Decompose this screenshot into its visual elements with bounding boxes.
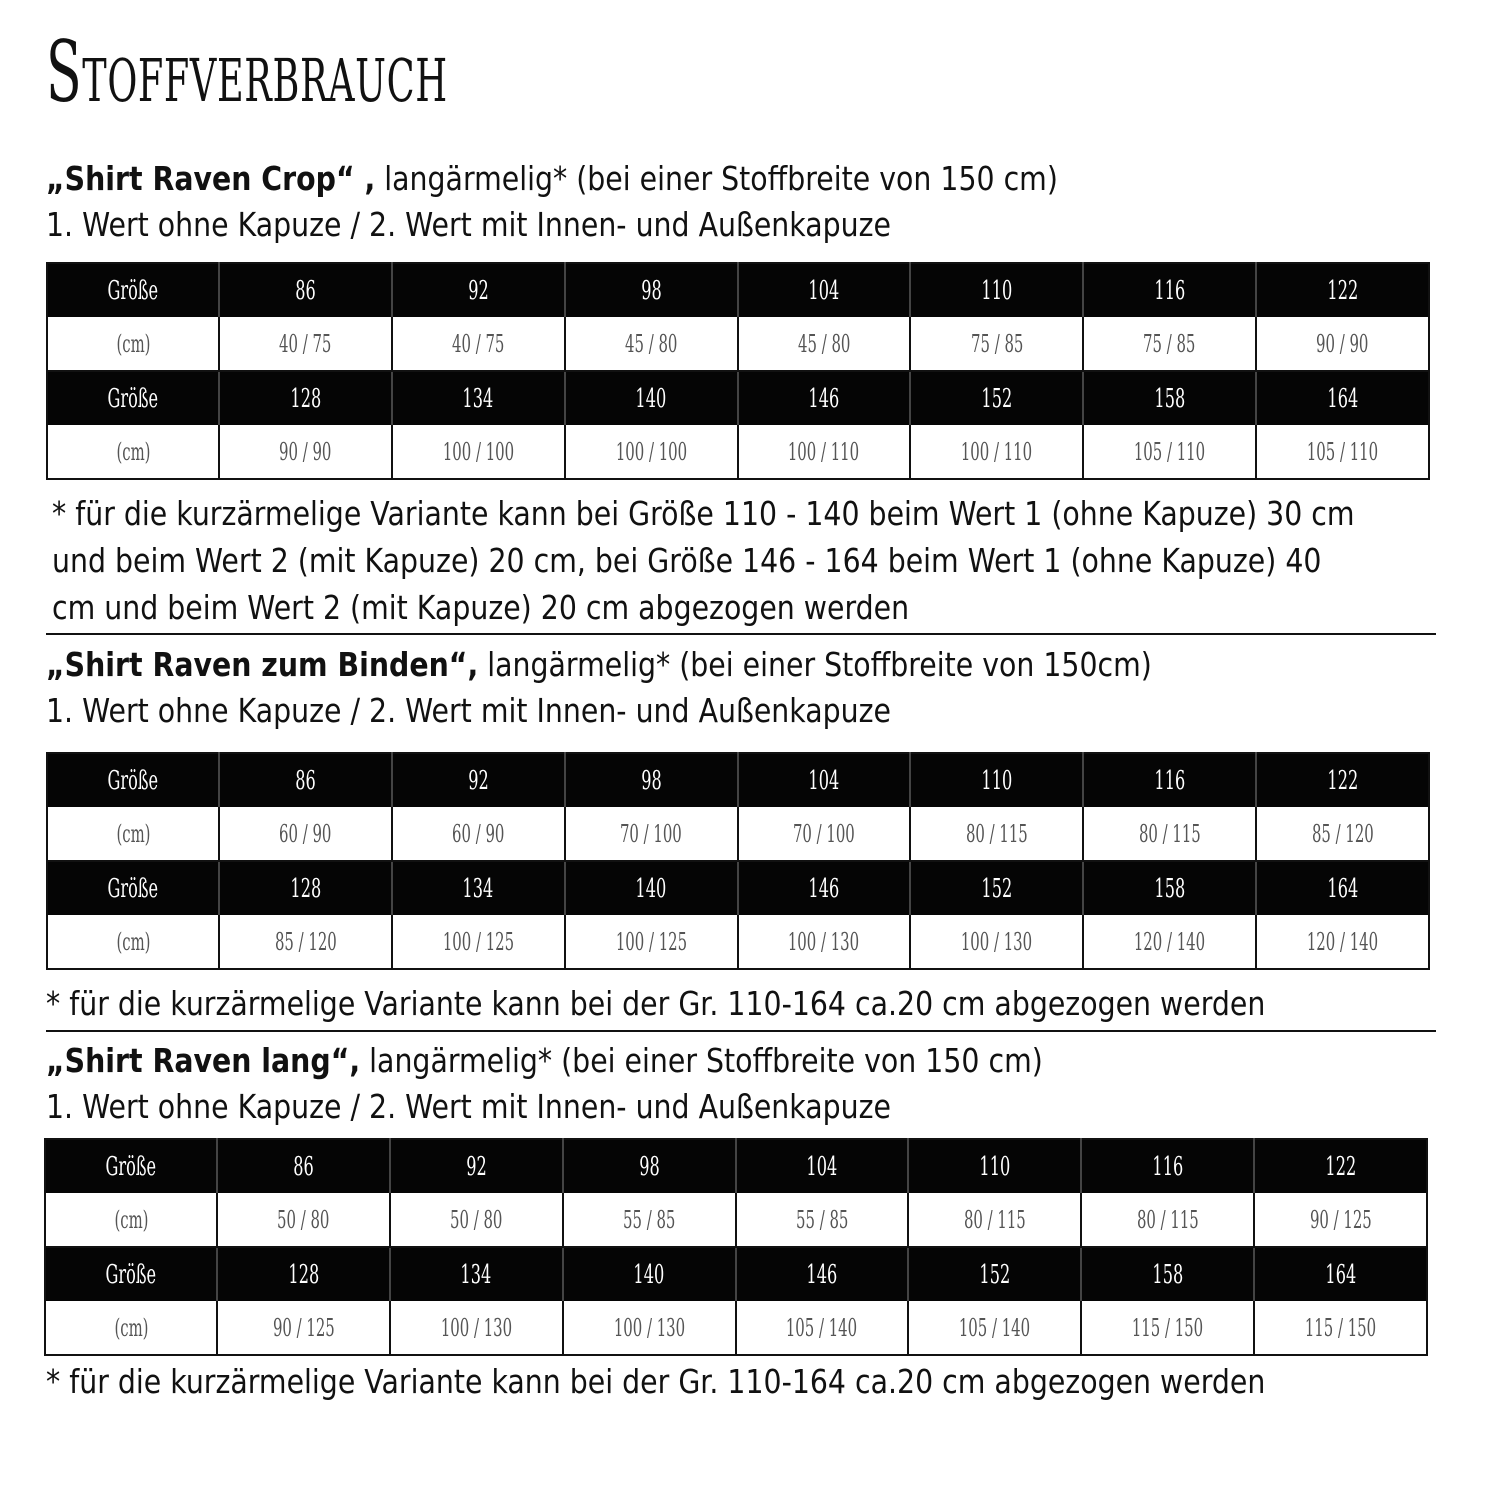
table-cell-size: 86 bbox=[219, 263, 392, 317]
fabric-table bbox=[44, 1138, 1428, 1356]
table-cell-size: 164 bbox=[1256, 371, 1429, 425]
table-row-sizes bbox=[45, 1247, 1427, 1301]
footnote bbox=[46, 980, 1436, 1027]
section-heading-product: „Shirt Raven zum Binden“, bbox=[46, 645, 479, 684]
table-cell-size: 98 bbox=[565, 263, 738, 317]
section-heading-product: „Shirt Raven lang“, bbox=[46, 1041, 361, 1080]
table-cell-size: 86 bbox=[219, 753, 392, 807]
table-row-sizes bbox=[45, 1139, 1427, 1193]
row-label-size: Größe bbox=[45, 1247, 217, 1301]
table-cell-value: 90 / 90 bbox=[219, 425, 392, 479]
table-cell-size: 122 bbox=[1254, 1139, 1427, 1193]
footnote-line: * für die kurzärmelige Variante kann bei Größe 110 - 140 beim Wert 1 (ohne Kapuze) 30 cm bbox=[52, 494, 1355, 533]
table-cell-value: 80 / 115 bbox=[908, 1193, 1081, 1247]
footnote bbox=[52, 490, 1442, 631]
fabric-table bbox=[46, 752, 1430, 970]
table-cell-size: 116 bbox=[1083, 263, 1256, 317]
table-cell-size: 92 bbox=[392, 753, 565, 807]
table-cell-size: 146 bbox=[738, 371, 911, 425]
table-cell-value: 85 / 120 bbox=[1256, 807, 1429, 861]
table-cell-size: 146 bbox=[736, 1247, 909, 1301]
table-cell-value: 70 / 100 bbox=[738, 807, 911, 861]
fabric-table bbox=[46, 262, 1430, 480]
row-label-size: Größe bbox=[45, 1139, 217, 1193]
row-label-cm: (cm) bbox=[47, 807, 219, 861]
row-label-cm: (cm) bbox=[47, 317, 219, 371]
table-row-sizes bbox=[47, 263, 1429, 317]
table-cell-value: 120 / 140 bbox=[1256, 915, 1429, 969]
table-cell-size: 152 bbox=[910, 861, 1083, 915]
section-subline: 1. Wert ohne Kapuze / 2. Wert mit Innen- und Außenkapuze bbox=[46, 1087, 891, 1126]
section-shirt-raven-lang bbox=[46, 1038, 1436, 1418]
table-cell-value: 100 / 100 bbox=[565, 425, 738, 479]
section-heading-description: langärmelig* (bei einer Stoffbreite von 150cm) bbox=[478, 645, 1152, 684]
page-title: Stoffverbrauch bbox=[46, 23, 448, 121]
table-cell-size: 104 bbox=[736, 1139, 909, 1193]
section-heading-description: langärmelig* (bei einer Stoffbreite von 150 cm) bbox=[360, 1041, 1043, 1080]
footnote-line: und beim Wert 2 (mit Kapuze) 20 cm, bei Größe 146 - 164 beim Wert 1 (ohne Kapuze) 40 bbox=[52, 541, 1322, 580]
table-cell-value: 105 / 140 bbox=[908, 1301, 1081, 1355]
table-cell-value: 50 / 80 bbox=[390, 1193, 563, 1247]
table-cell-size: 134 bbox=[392, 861, 565, 915]
table-cell-size: 158 bbox=[1081, 1247, 1254, 1301]
table-cell-value: 45 / 80 bbox=[738, 317, 911, 371]
table-cell-size: 140 bbox=[563, 1247, 736, 1301]
table-cell-value: 85 / 120 bbox=[219, 915, 392, 969]
table-cell-size: 152 bbox=[908, 1247, 1081, 1301]
row-label-size: Größe bbox=[47, 753, 219, 807]
table-row-sizes bbox=[47, 861, 1429, 915]
table-row-values bbox=[47, 915, 1429, 969]
table-cell-value: 80 / 115 bbox=[910, 807, 1083, 861]
table-cell-size: 116 bbox=[1083, 753, 1256, 807]
table-cell-value: 120 / 140 bbox=[1083, 915, 1256, 969]
section-shirt-raven-zum-binden bbox=[46, 642, 1436, 1022]
table-cell-value: 105 / 140 bbox=[736, 1301, 909, 1355]
footnote-line: cm und beim Wert 2 (mit Kapuze) 20 cm abgezogen werden bbox=[52, 588, 910, 627]
table-cell-size: 122 bbox=[1256, 753, 1429, 807]
section-divider bbox=[46, 1030, 1436, 1032]
table-cell-size: 152 bbox=[910, 371, 1083, 425]
table-cell-size: 92 bbox=[390, 1139, 563, 1193]
table-cell-value: 60 / 90 bbox=[392, 807, 565, 861]
table-row-sizes bbox=[47, 753, 1429, 807]
section-heading bbox=[46, 642, 1241, 688]
table-cell-size: 116 bbox=[1081, 1139, 1254, 1193]
table-cell-size: 134 bbox=[390, 1247, 563, 1301]
table-cell-size: 110 bbox=[908, 1139, 1081, 1193]
table-cell-value: 105 / 110 bbox=[1083, 425, 1256, 479]
table-cell-value: 50 / 80 bbox=[217, 1193, 390, 1247]
table-cell-size: 146 bbox=[738, 861, 911, 915]
section-subline: 1. Wert ohne Kapuze / 2. Wert mit Innen- und Außenkapuze bbox=[46, 205, 891, 244]
table-cell-value: 55 / 85 bbox=[563, 1193, 736, 1247]
table-cell-value: 60 / 90 bbox=[219, 807, 392, 861]
table-cell-value: 115 / 150 bbox=[1081, 1301, 1254, 1355]
table-cell-value: 100 / 130 bbox=[563, 1301, 736, 1355]
table-cell-value: 80 / 115 bbox=[1081, 1193, 1254, 1247]
table-row-sizes bbox=[47, 371, 1429, 425]
row-label-cm: (cm) bbox=[47, 915, 219, 969]
table-row-values bbox=[47, 807, 1429, 861]
table-cell-value: 105 / 110 bbox=[1256, 425, 1429, 479]
table-cell-size: 128 bbox=[219, 861, 392, 915]
table-cell-size: 98 bbox=[563, 1139, 736, 1193]
table-cell-size: 122 bbox=[1256, 263, 1429, 317]
table-cell-size: 98 bbox=[565, 753, 738, 807]
row-label-cm: (cm) bbox=[47, 425, 219, 479]
table-cell-size: 158 bbox=[1083, 861, 1256, 915]
table-cell-size: 110 bbox=[910, 263, 1083, 317]
table-cell-value: 100 / 125 bbox=[392, 915, 565, 969]
table-cell-size: 164 bbox=[1254, 1247, 1427, 1301]
table-cell-value: 75 / 85 bbox=[910, 317, 1083, 371]
table-cell-value: 90 / 90 bbox=[1256, 317, 1429, 371]
table-cell-value: 100 / 130 bbox=[390, 1301, 563, 1355]
table-cell-size: 128 bbox=[217, 1247, 390, 1301]
table-cell-size: 104 bbox=[738, 263, 911, 317]
table-cell-size: 164 bbox=[1256, 861, 1429, 915]
row-label-cm: (cm) bbox=[45, 1193, 217, 1247]
row-label-cm: (cm) bbox=[45, 1301, 217, 1355]
table-cell-value: 100 / 100 bbox=[392, 425, 565, 479]
table-cell-value: 100 / 110 bbox=[910, 425, 1083, 479]
section-heading bbox=[46, 1038, 1241, 1084]
table-row-values bbox=[47, 317, 1429, 371]
table-cell-size: 86 bbox=[217, 1139, 390, 1193]
table-cell-size: 140 bbox=[565, 861, 738, 915]
table-cell-value: 90 / 125 bbox=[1254, 1193, 1427, 1247]
table-cell-value: 100 / 130 bbox=[738, 915, 911, 969]
table-cell-value: 40 / 75 bbox=[392, 317, 565, 371]
section-heading bbox=[46, 156, 1241, 202]
table-cell-value: 40 / 75 bbox=[219, 317, 392, 371]
section-heading-description: langärmelig* (bei einer Stoffbreite von 150 cm) bbox=[375, 159, 1058, 198]
table-cell-value: 45 / 80 bbox=[565, 317, 738, 371]
table-row-values bbox=[47, 425, 1429, 479]
footnote-line: * für die kurzärmelige Variante kann bei der Gr. 110-164 ca.20 cm abgezogen werden bbox=[46, 1362, 1266, 1401]
table-cell-size: 110 bbox=[910, 753, 1083, 807]
row-label-size: Größe bbox=[47, 263, 219, 317]
section-subline: 1. Wert ohne Kapuze / 2. Wert mit Innen- und Außenkapuze bbox=[46, 691, 891, 730]
table-cell-value: 90 / 125 bbox=[217, 1301, 390, 1355]
table-cell-value: 80 / 115 bbox=[1083, 807, 1256, 861]
table-cell-size: 128 bbox=[219, 371, 392, 425]
section-divider bbox=[46, 633, 1436, 635]
table-cell-size: 140 bbox=[565, 371, 738, 425]
row-label-size: Größe bbox=[47, 861, 219, 915]
table-cell-size: 158 bbox=[1083, 371, 1256, 425]
table-cell-value: 100 / 110 bbox=[738, 425, 911, 479]
table-cell-value: 70 / 100 bbox=[565, 807, 738, 861]
table-cell-value: 55 / 85 bbox=[736, 1193, 909, 1247]
table-row-values bbox=[45, 1193, 1427, 1247]
table-row-values bbox=[45, 1301, 1427, 1355]
section-heading-product: „Shirt Raven Crop“ , bbox=[46, 159, 376, 198]
row-label-size: Größe bbox=[47, 371, 219, 425]
table-cell-value: 115 / 150 bbox=[1254, 1301, 1427, 1355]
section-shirt-raven-crop bbox=[46, 156, 1436, 636]
table-cell-value: 100 / 125 bbox=[565, 915, 738, 969]
footnote-line: * für die kurzärmelige Variante kann bei der Gr. 110-164 ca.20 cm abgezogen werden bbox=[46, 984, 1266, 1023]
table-cell-size: 92 bbox=[392, 263, 565, 317]
table-cell-size: 134 bbox=[392, 371, 565, 425]
table-cell-value: 100 / 130 bbox=[910, 915, 1083, 969]
table-cell-size: 104 bbox=[738, 753, 911, 807]
footnote bbox=[46, 1358, 1436, 1405]
table-cell-value: 75 / 85 bbox=[1083, 317, 1256, 371]
